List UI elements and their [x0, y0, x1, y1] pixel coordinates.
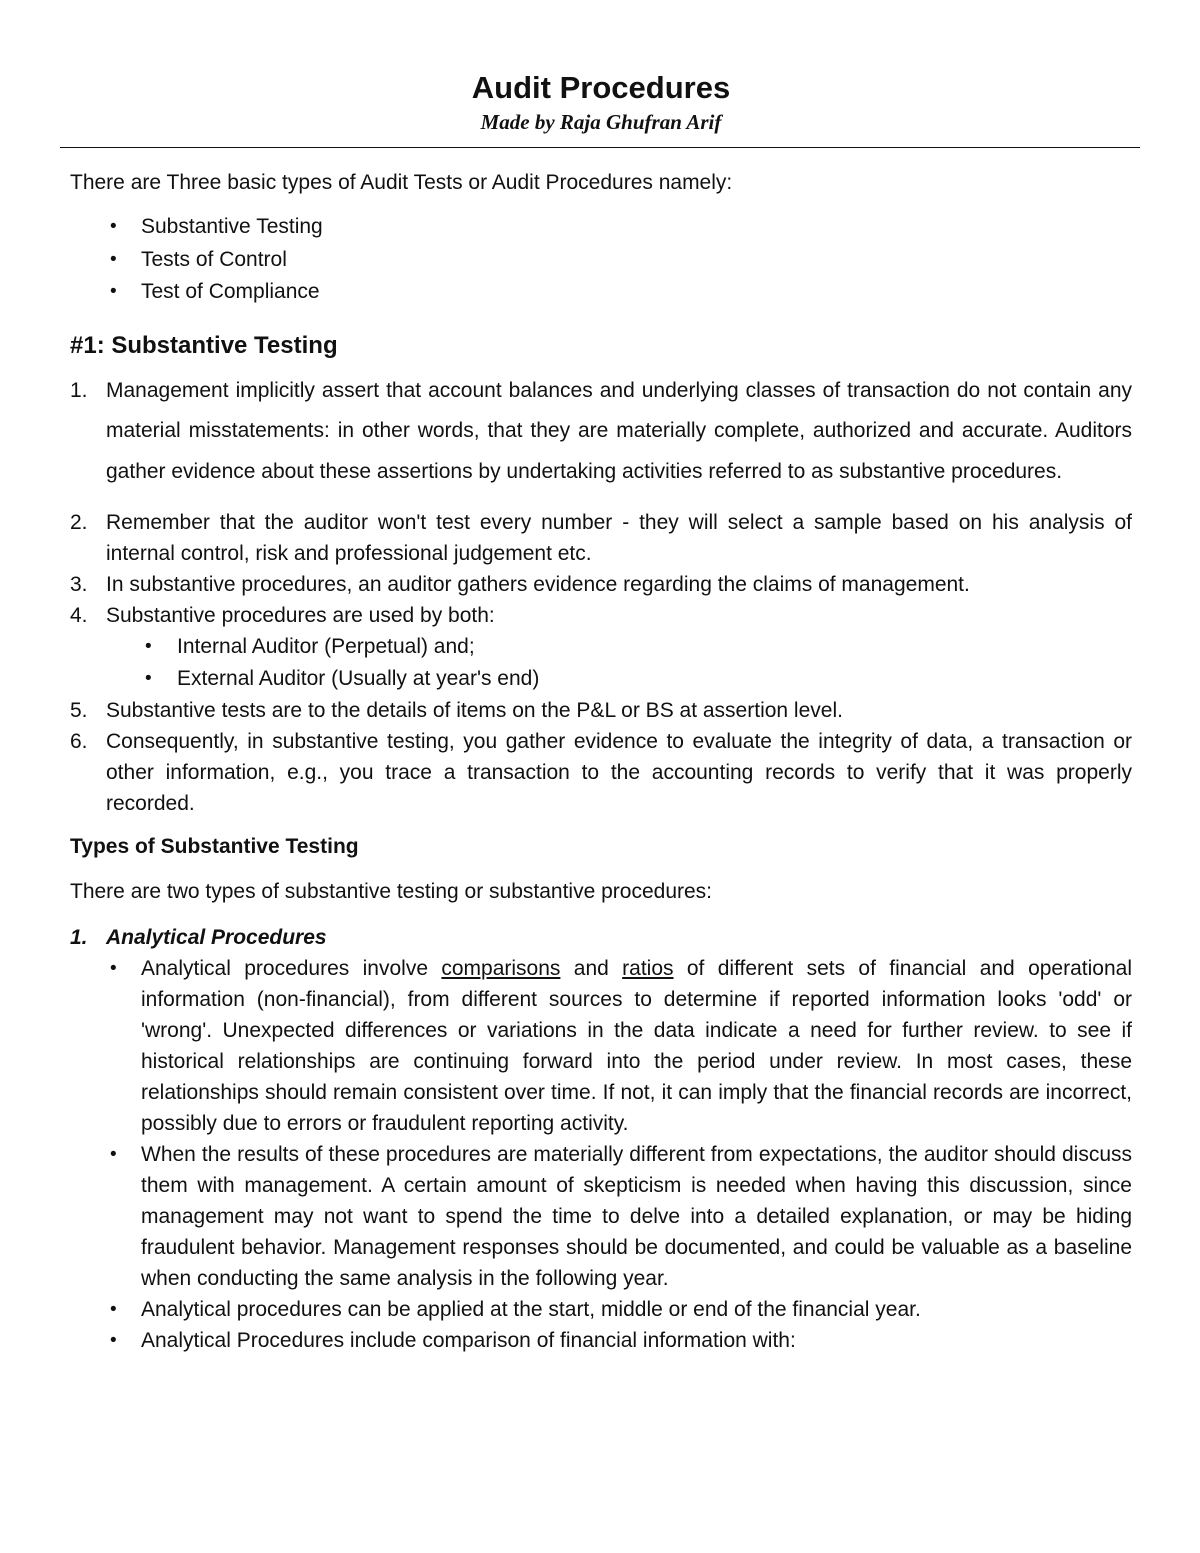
list-item: • Test of Compliance [70, 276, 1132, 309]
intro-paragraph: There are Three basic types of Audit Tests or Audit Procedures namely: [70, 171, 733, 194]
page-title: Audit Procedures [471, 70, 731, 105]
list-item: 2. Remember that the auditor won't test every number - they will select a sample based on his analysis of internal control, risk and professional judgement etc. [70, 511, 1132, 565]
sub-list-item: • Internal Auditor (Perpetual) and; [70, 631, 1132, 663]
substantive-list [70, 371, 1132, 820]
auditor-sublist [106, 631, 1132, 695]
list-item: 6. Consequently, in substantive testing, you gather evidence to evaluate the integrity of data, a transaction or other information, e.g., you trace a transaction to the accounting records to verify that it was properly recorded. [70, 730, 1132, 815]
list-item: 5. Substantive tests are to the details of items on the P&L or BS at assertion level. [70, 699, 843, 722]
list-item: • Analytical procedures involve comparisons and ratios of different sets of financial and operational information (non-financial), from different sources to determine if reported information looks 'odd' or 'wrong'. Unexpected differences or variations in the data indicate a need for further review. to see if historical relationships are continuing forward into the period under review. In most cases, these relationships should remain consistent over time. If not, it can imply that the financial records are incorrect, possibly due to errors or fraudulent reporting activity. [70, 953, 1132, 1139]
sub-list-item: • External Auditor (Usually at year's end) [70, 663, 1132, 695]
section-heading-substantive: #1: Substantive Testing [70, 331, 338, 359]
list-item: • Analytical Procedures include comparison of financial information with: [70, 1325, 1132, 1356]
analytical-procedures-heading: 1. Analytical Procedures [70, 926, 327, 949]
underlined-term: ratios [622, 957, 674, 980]
list-item: • Tests of Control [70, 244, 1132, 277]
underlined-term: comparisons [441, 957, 561, 980]
analytical-procedures-list [70, 953, 1132, 1356]
types-intro-paragraph: There are two types of substantive testing or substantive procedures: [70, 880, 713, 903]
list-item: • When the results of these procedures are materially different from expectations, the auditor should discuss them with management. A certain amount of skepticism is needed when having this discussion, since management may not want to spend the time to delve into a detailed explanation, or may be hiding fraudulent behavior. Management responses should be documented, and could be valuable as a baseline when conducting the same analysis in the following year. [70, 1139, 1132, 1294]
subsection-heading-types: Types of Substantive Testing [70, 835, 359, 858]
list-item: 4. Substantive procedures are used by both: • Internal Auditor (Perpetual) and; • External Auditor (Usually at year's end) [70, 600, 1132, 695]
audit-types-list [70, 211, 1132, 309]
author-byline: Made by Raja Ghufran Arif [480, 110, 722, 134]
list-item: • Analytical procedures can be applied at the start, middle or end of the financial year. [70, 1294, 1132, 1325]
document-page [70, 68, 1132, 1356]
header-divider [60, 147, 1140, 148]
list-item: 1. Management implicitly assert that account balances and underlying classes of transaction do not contain any material misstatements: in other words, that they are materially complete, authorized and accurate. Auditors gather evidence about these assertions by undertaking activities referred to as substantive procedures. [70, 378, 1132, 483]
list-item: • Substantive Testing [70, 211, 1132, 244]
list-item: 3. In substantive procedures, an auditor gathers evidence regarding the claims of management. [70, 573, 970, 596]
